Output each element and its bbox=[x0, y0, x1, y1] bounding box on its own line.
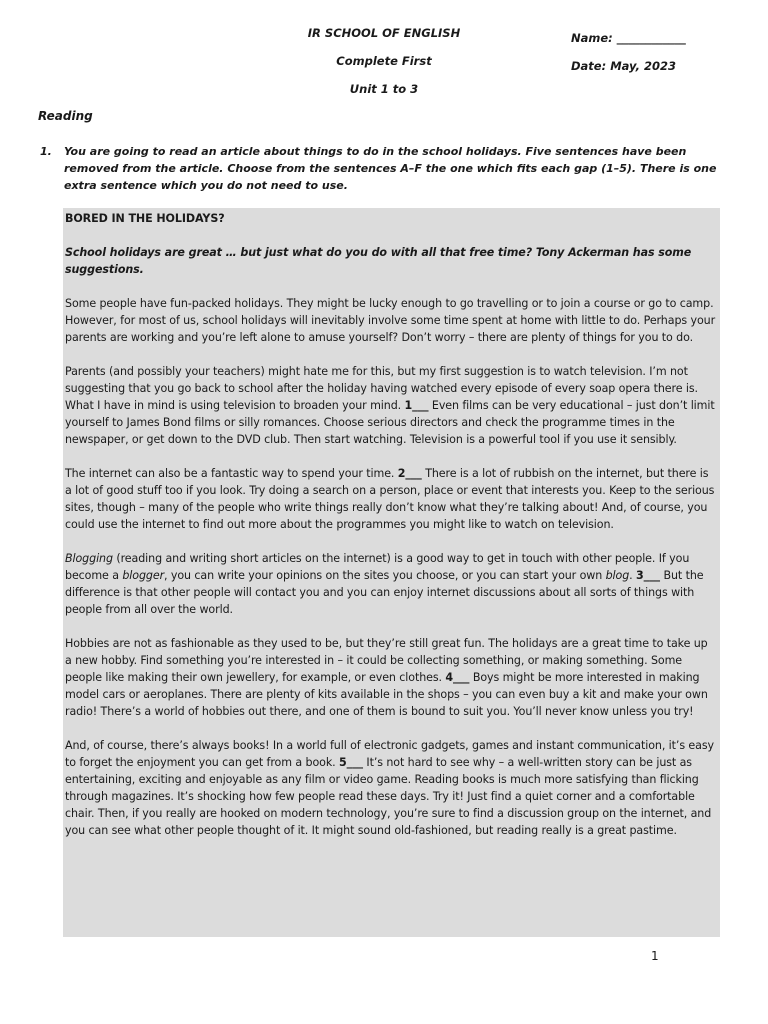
school-name: IR SCHOOL OF ENGLISH bbox=[307, 26, 461, 40]
article-paragraph-3 bbox=[65, 465, 716, 533]
units-label: Unit 1 to 3 bbox=[349, 82, 419, 96]
page-number: 1 bbox=[651, 949, 659, 963]
article-paragraph-4 bbox=[65, 550, 716, 618]
paragraph-text: But the difference is that other people will contact you and you can enjoy internet discussions about all sorts of things with people from all over the world. bbox=[65, 569, 704, 616]
article-title: BORED IN THE HOLIDAYS? bbox=[65, 212, 225, 225]
paragraph-text: , you can write your opinions on the sites you choose, or you can start your own bbox=[164, 569, 603, 582]
paragraph-text: There is a lot of rubbish on the internet, but there is a lot of good stuff too if you look. Try doing a search on a person, place or event that interests you. Keep to the serious sites, though – many of the people who write things really don’t know what they’re talking about! And, of course, you could use the internet to find out more about the programmes you might like to watch on television. bbox=[65, 467, 715, 531]
gap-3: 3___ bbox=[636, 569, 661, 582]
date-label: Date: May, 2023 bbox=[571, 59, 677, 73]
paragraph-text: Boys might be more interested in making model cars or aeroplanes. There are plenty of kits available in the shops – you can even buy a kit and make your own radio! There’s a world of hobbies out there, and one of them is bound to suit you. You’ll never know unless you try! bbox=[65, 671, 708, 718]
task-number: 1. bbox=[40, 145, 52, 158]
section-title: Reading bbox=[38, 109, 93, 123]
paragraph-text: (reading and writing short articles on the internet) is a good way to get in touch with other people. If you become a bbox=[65, 552, 690, 582]
paragraph-text: . bbox=[629, 569, 633, 582]
article-paragraph-5 bbox=[65, 635, 716, 720]
article-paragraph-1: Some people have fun-packed holidays. They might be lucky enough to go travelling or to join a course or go to camp. However, for most of us, school holidays will inevitably involve some time spent at home with little to do. Perhaps your parents are working and you’re left alone to amuse yourself? Don’t worry – there are plenty of things for you to do. bbox=[65, 297, 716, 344]
article-box bbox=[63, 208, 720, 937]
article-subheading: School holidays are great … but just what do you do with all that free time? Tony Ackerman has some suggestions. bbox=[65, 246, 692, 276]
paragraph-text: Even films can be very educational – just don’t limit yourself to James Bond films or silly romances. Choose serious directors and check the programme times in the newspaper, or get down to the DVD club. Then start watching. Television is a powerful tool if you use it sensibly. bbox=[65, 399, 715, 446]
gap-4: 4___ bbox=[445, 671, 470, 684]
paragraph-text: The internet can also be a fantastic way to spend your time. bbox=[65, 467, 395, 480]
task-instructions-text: You are going to read an article about things to do in the school holidays. Five sentences have been removed from the article. Choose from the sentences A–F the one which fits each gap (1–5). There is one extra sentence which you do not need to use. bbox=[64, 145, 717, 192]
paragraph-text: And, of course, there’s always books! In a world full of electronic gadgets, games and instant communication, it’s easy to forget the enjoyment you can get from a book. bbox=[65, 739, 715, 769]
paragraph-text: It’s not hard to see why – a well-written story can be just as entertaining, exciting and enjoyable as any film or video game. Reading books is much more satisfying than flicking through magazines. It’s shocking how few people read these days. Try it! Just find a quiet corner and a comfortable chair. Then, if you really are hooked on modern technology, you’re sure to find a discussion group on the internet, and you can see what other people thought of it. It might sound old-fashioned, but reading really is a great pastime. bbox=[65, 756, 712, 837]
term-blog: blog bbox=[605, 569, 630, 582]
article-paragraph-6 bbox=[65, 737, 716, 839]
gap-1: 1___ bbox=[404, 399, 429, 412]
gap-5: 5___ bbox=[339, 756, 363, 769]
name-field-label: Name: ____________ bbox=[571, 31, 686, 45]
term-blogger: blogger bbox=[122, 569, 165, 582]
term-blogging: Blogging bbox=[65, 552, 113, 565]
course-title: Complete First bbox=[336, 54, 432, 68]
article-paragraph-2 bbox=[65, 363, 716, 448]
gap-2: 2___ bbox=[397, 467, 422, 480]
paragraph-text: Hobbies are not as fashionable as they used to be, but they’re still great fun. The holidays are a great time to take up a new hobby. Find something you’re interested in – it could be collecting something, or making something. Some people like making their own jewellery, for example, or even clothes. bbox=[65, 637, 708, 684]
task-instructions bbox=[40, 143, 720, 194]
paragraph-text: Parents (and possibly your teachers) might hate me for this, but my first suggestion is to watch television. I’m not suggesting that you go back to school after the holiday having watched every episode of every soap opera there is. What I have in mind is using television to broaden your mind. bbox=[65, 365, 698, 412]
